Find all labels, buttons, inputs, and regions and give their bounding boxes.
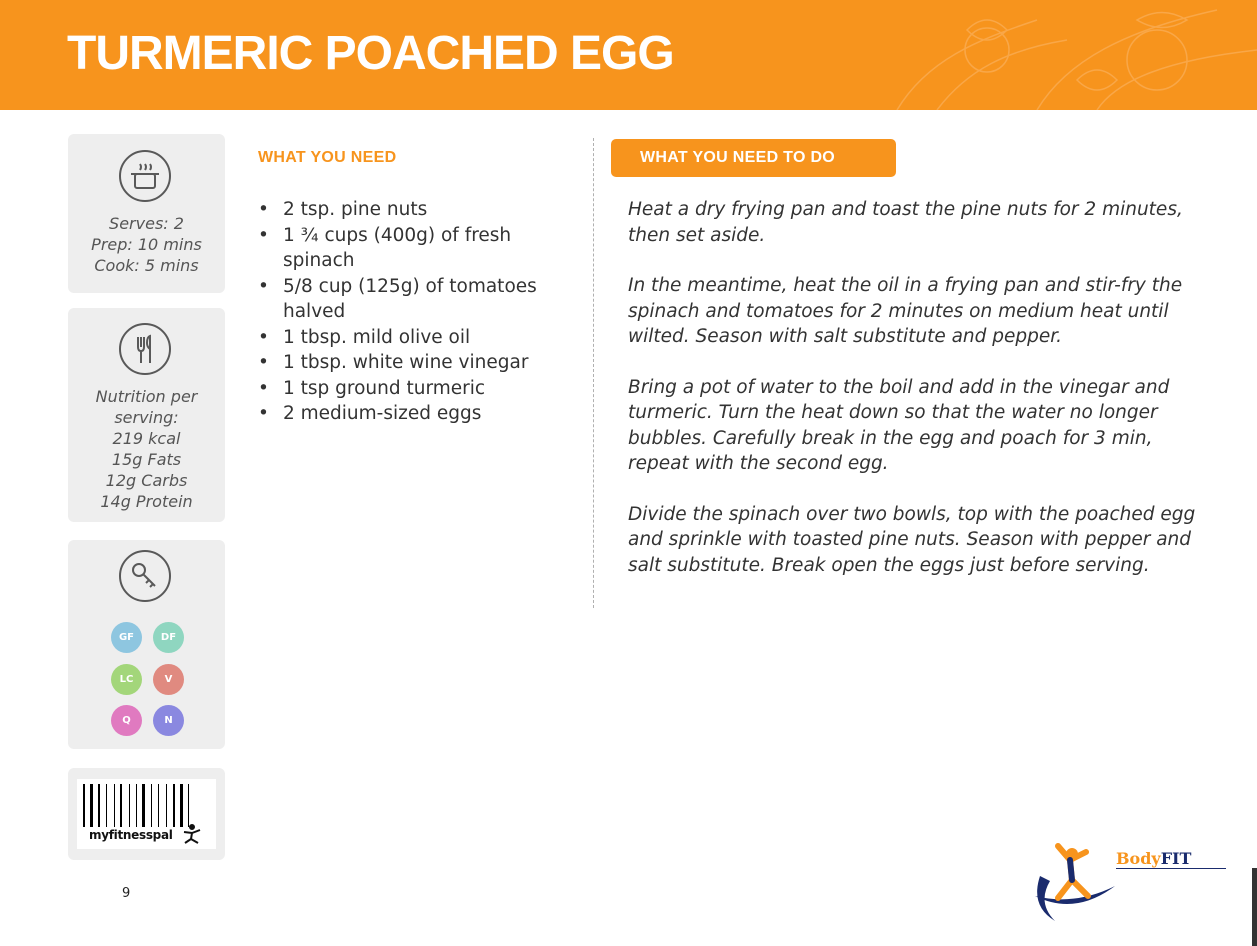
fats-text: 15g Fats [111, 450, 182, 469]
myfitnesspal-label: myfitnesspal [89, 828, 173, 842]
info-panel [68, 134, 225, 293]
barcode-bar [114, 784, 115, 827]
barcode-bar [158, 784, 159, 827]
list-item: • 1 tbsp. white wine vinegar [258, 352, 529, 373]
list-item: • 1 tsp ground turmeric [258, 377, 486, 399]
brand-name: BodyFIT [1116, 849, 1192, 868]
nutrition-line: Nutrition per [95, 387, 198, 406]
list-item: • 1 tbsp. mild olive oil [258, 326, 471, 348]
cooking-pot-icon [119, 150, 171, 202]
list-item: • 2 medium-sized eggs [258, 403, 482, 424]
method-step: Bring a pot of water to the boil and add in the vinegar and turmeric. Turn the heat down so that the water no longer bubbles. Carefully break in the egg and poach for 3 min, repeat with the second egg. [628, 376, 1170, 474]
cook-text: Cook: 5 mins [94, 256, 199, 275]
diet-key-panel [68, 540, 225, 749]
nutrition-line: serving: [114, 408, 179, 427]
method-step: In the meantime, heat the oil in a frying pan and stir-fry the spinach and tomatoes for 2 minutes on medium heat until wilted. Season with salt substitute and pepper. [628, 275, 1183, 347]
key-icon [119, 550, 171, 602]
barcode-bar [83, 784, 85, 827]
fork-knife-icon [119, 323, 171, 375]
barcode-bar [142, 784, 145, 827]
barcode-bar [120, 784, 122, 827]
method-heading: WHAT YOU NEED TO DO [611, 139, 896, 177]
method-step: Heat a dry frying pan and toast the pine nuts for 2 minutes, then set aside. [628, 199, 1183, 246]
method-steps [628, 197, 1218, 603]
page-number: 9 [122, 886, 131, 901]
barcode-bar [129, 784, 130, 827]
serves-text: Serves: 2 [109, 214, 184, 233]
badge-v: V [153, 664, 184, 695]
nutrition-text [68, 386, 225, 512]
ingredients-list [258, 197, 558, 427]
barcode-bar [180, 784, 183, 827]
badge-q: Q [111, 705, 142, 736]
badge-df: DF [153, 622, 184, 653]
brand-underline [1116, 868, 1226, 869]
myfitnesspal-barcode[interactable] [77, 779, 216, 849]
bodyfit-logo [1030, 836, 1230, 931]
badge-lc: LC [111, 664, 142, 695]
info-text [68, 213, 225, 276]
barcode-bar [166, 784, 167, 827]
barcode-bar [188, 784, 189, 827]
edge-bar [1252, 868, 1257, 946]
leaf-pattern-icon [837, 0, 1257, 110]
list-item: • 2 tsp. pine nuts [258, 199, 428, 220]
nutrition-panel [68, 308, 225, 522]
protein-text: 14g Protein [100, 492, 193, 511]
running-figure-icon [181, 823, 203, 845]
barcode-bar [173, 784, 175, 827]
barcode-bar [106, 784, 107, 827]
list-item: • 5/8 cup (125g) of tomatoes halved [258, 275, 537, 322]
method-step: Divide the spinach over two bowls, top with the poached egg and sprinkle with toasted pine nuts. Season with pepper and salt substitute. Break open the eggs just before serving. [628, 503, 1196, 576]
kcal-text: 219 kcal [112, 429, 181, 448]
barcode-bar [136, 784, 137, 827]
ingredients-heading: WHAT YOU NEED [258, 149, 397, 166]
list-item: • 1 ¾ cups (400g) of fresh spinach [258, 224, 512, 271]
barcode-bar [151, 784, 152, 827]
header-banner [0, 0, 1257, 110]
carbs-text: 12g Carbs [105, 471, 188, 490]
badge-n: N [153, 705, 184, 736]
barcode-bar [90, 784, 93, 827]
athlete-figure-icon [1030, 836, 1120, 931]
page-title: TURMERIC POACHED EGG [67, 27, 674, 80]
column-divider [593, 138, 594, 608]
barcode-icon [83, 784, 211, 827]
badge-gf: GF [111, 622, 142, 653]
barcode-bar [98, 784, 100, 827]
prep-text: Prep: 10 mins [91, 235, 202, 254]
